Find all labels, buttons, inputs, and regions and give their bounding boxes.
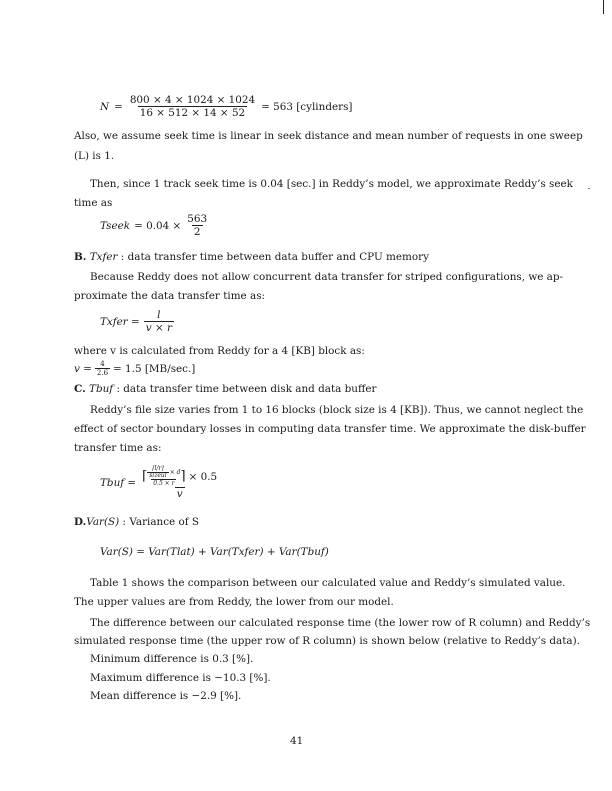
section-b-heading xyxy=(74,251,429,264)
section-d-text: : Variance of S xyxy=(122,516,200,528)
eq-n-denominator: 16 × 512 × 14 × 52 xyxy=(139,107,246,119)
eq-tbuf-inner-den: sizeul xyxy=(149,472,167,479)
eq-txfer-fraction xyxy=(144,309,174,334)
eq-tbuf-fraction xyxy=(140,466,219,500)
eq-txfer-numerator: l xyxy=(157,309,161,321)
margin-bar xyxy=(603,0,604,14)
eq-tseek-numerator: 563 xyxy=(187,213,208,225)
section-d-symbol: Var(S) xyxy=(86,516,120,528)
v-eq-fraction xyxy=(95,360,110,377)
eq-tbuf-lhs: Tbuf = xyxy=(100,477,137,489)
eq-tseek-lhs: Tseek xyxy=(100,219,131,232)
eq-n-fraction xyxy=(128,94,257,119)
para4-line1: where v is calculated from Reddy for a 4 [KB] block as: xyxy=(74,345,365,357)
para6-line2: The upper values are from Reddy, the lower from our model. xyxy=(74,596,394,608)
eq-txfer-denominator: v × r xyxy=(145,322,172,334)
section-b-label: B. xyxy=(74,251,87,263)
eq-tbuf-times-d: × d xyxy=(169,469,181,476)
scan-speck xyxy=(588,188,590,189)
para5-line2: effect of sector boundary losses in computing data transfer time. We approximate the disk-buffer xyxy=(74,423,586,435)
para7-line1: The difference between our calculated response time (the lower row of R column) and Reddy’s xyxy=(90,617,591,629)
section-d-heading xyxy=(74,516,199,529)
section-d-label: D. xyxy=(74,516,87,528)
v-eq-denominator: 2.6 xyxy=(96,369,109,377)
eq-tbuf-ceil-fraction xyxy=(147,466,169,479)
para1-line1: Also, we assume seek time is linear in seek distance and mean number of requests in one sweep xyxy=(74,130,583,142)
diff-max: Maximum difference is −10.3 [%]. xyxy=(90,672,271,684)
eq-n-rhs: = 563 [cylinders] xyxy=(261,100,353,113)
eq-tbuf-numerator: ⌈ $\frac{⌈l/r⌉}{\text{sizeul}}$ × d 0.5 × r ⌉ × 0.5 xyxy=(142,465,218,487)
equation-cylinders: N = $\frac{800 \times 4 \times 1024 \times 1024}{16 \times 512 \times 14 \times 52}$ = 563 [cylinders] xyxy=(100,94,353,119)
diff-min: Minimum difference is 0.3 [%]. xyxy=(90,653,254,665)
para7-line2: simulated response time (the upper row of R column) is shown below (relative to Reddy’s data). xyxy=(74,635,580,647)
section-b-symbol: Txfer xyxy=(89,251,118,263)
eq-txfer-lhs: Txfer = xyxy=(100,315,140,328)
eq-n-lhs: N xyxy=(100,100,110,113)
page-number: 41 xyxy=(290,735,304,747)
v-eq-numerator: 4 xyxy=(100,360,105,368)
v-eq-rhs: = 1.5 [MB/sec.] xyxy=(113,362,196,375)
equation-var: Var(S) = Var(Tlat) + Var(Txfer) + Var(Tbuf) xyxy=(100,546,329,558)
equation-txfer xyxy=(100,309,174,334)
section-c-heading xyxy=(74,383,377,396)
section-b-text: : data transfer time between data buffer and CPU memory xyxy=(120,251,429,263)
equation-tbuf xyxy=(100,466,219,500)
equation-tseek xyxy=(100,213,209,238)
v-equation xyxy=(74,360,195,377)
para6-line1: Table 1 shows the comparison between our calculated value and Reddy’s simulated value. xyxy=(90,577,566,589)
eq-tbuf-denominator: v xyxy=(176,488,183,500)
para2-line2: time as xyxy=(74,197,113,209)
eq-tseek-fraction xyxy=(185,213,209,238)
para3-line1: Because Reddy does not allow concurrent data transfer for striped configurations, we ap- xyxy=(90,271,564,283)
para3-line2: proximate the data transfer time as: xyxy=(74,290,266,302)
eq-tbuf-inner-num: ⌈l/r⌉ xyxy=(152,465,164,472)
section-c-text: : data transfer time between disk and data buffer xyxy=(116,383,377,395)
v-eq-lhs: v = xyxy=(74,362,92,375)
section-c-label: C. xyxy=(74,383,86,395)
eq-tbuf-small-den: 0.5 × r xyxy=(153,480,175,487)
eq-tbuf-mul: × 0.5 xyxy=(188,470,218,483)
para5-line3: transfer time as: xyxy=(74,442,162,454)
diff-mean: Mean difference is −2.9 [%]. xyxy=(90,690,242,702)
eq-tseek-mid: = 0.04 × xyxy=(134,219,182,232)
eq-tbuf-inner-fraction xyxy=(147,466,180,487)
para2-line1: Then, since 1 track seek time is 0.04 [sec.] in Reddy’s model, we approximate Reddy’s seek xyxy=(90,178,573,190)
para1-line2: (L) is 1. xyxy=(74,150,115,162)
para5-line1: Reddy’s file size varies from 1 to 16 blocks (block size is 4 [KB]). Thus, we cannot neglect the xyxy=(90,404,584,416)
eq-n-numerator: 800 × 4 × 1024 × 1024 xyxy=(129,94,256,106)
section-c-symbol: Tbuf xyxy=(89,383,114,395)
eq-tseek-denominator: 2 xyxy=(193,226,201,238)
